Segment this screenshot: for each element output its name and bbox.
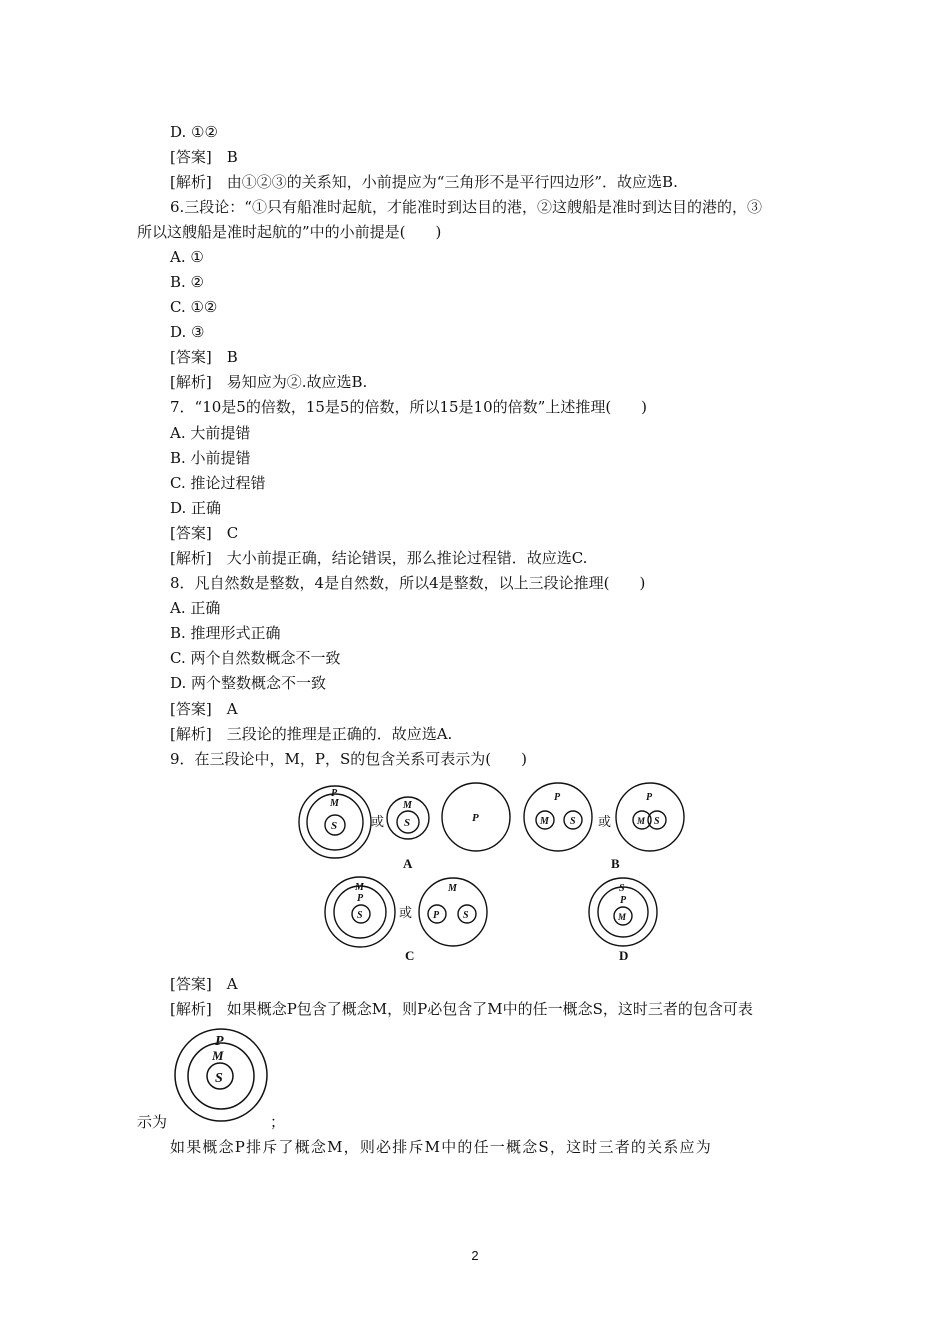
label-m: M (403, 800, 412, 811)
label-m: M (618, 912, 627, 922)
option-line: A. 大前提错 (170, 424, 251, 442)
question-7: 7．“10是5的倍数，15是5的倍数，所以15是10的倍数”上述推理( ) (170, 398, 648, 416)
option-label-d: D (619, 948, 629, 963)
or-label: 或 (598, 814, 612, 829)
option-line: D. 正确 (170, 499, 222, 517)
label-m: M (212, 1048, 224, 1063)
label-s: S (463, 910, 469, 921)
label-s: S (619, 883, 625, 894)
label-s: S (570, 816, 576, 827)
text-line: 所以这艘船是准时起航的”中的小前提是( ) (137, 223, 442, 241)
label-p: P (646, 792, 653, 803)
option-line: B. 小前提错 (170, 449, 251, 467)
label-s: S (331, 820, 338, 832)
or-label: 或 (371, 814, 385, 829)
option-label-a: A (403, 856, 413, 871)
option-line: C. 推论过程错 (170, 474, 266, 492)
answer-line: [答案] A (170, 975, 238, 993)
answer-line: [答案] A (170, 700, 238, 718)
text-line: D. ①② (170, 123, 218, 141)
or-label: 或 (399, 905, 413, 920)
answer-line: [答案] B (170, 348, 238, 366)
option-line: A. 正确 (170, 599, 221, 617)
label-m: M (540, 816, 549, 827)
option-label-c: C (405, 948, 415, 963)
text-line: 示为 (137, 1113, 168, 1131)
text-line: [解析] 由①②③的关系知，小前提应为“三角形不是平行四边形”．故应选B. (170, 173, 678, 191)
label-s: S (215, 1071, 223, 1086)
venn-options-figure (290, 780, 700, 970)
text-line: ； (270, 1113, 286, 1131)
label-m: M (637, 816, 646, 826)
answer-line: [答案] C (170, 524, 239, 542)
option-line: C. ①② (170, 298, 218, 316)
text-line: 如果概念P排斥了概念M，则必排斥M中的任一概念S，这时三者的关系应为 (170, 1138, 712, 1156)
analysis-line: [解析] 易知应为②.故应选B. (170, 373, 368, 391)
analysis-line: [解析] 大小前提正确，结论错误，那么推论过程错．故应选C. (170, 549, 588, 567)
label-p: P (331, 788, 338, 799)
question-8: 8．凡自然数是整数，4是自然数，所以4是整数，以上三段论推理( ) (170, 574, 646, 592)
analysis-line: [解析] 三段论的推理是正确的．故应选A. (170, 725, 453, 743)
label-p: P (215, 1034, 224, 1049)
label-m: M (355, 882, 364, 893)
label-s: S (404, 817, 411, 829)
option-line: A. ① (170, 248, 204, 266)
option-line: D. 两个整数概念不一致 (170, 674, 327, 692)
nested-venn-figure (172, 1026, 278, 1126)
label-m: M (330, 798, 339, 809)
analysis-line: [解析] 如果概念P包含了概念M，则P必包含了M中的任一概念S，这时三者的包含可表 (170, 1000, 753, 1018)
question-6: 6.三段论：“①只有船准时起航，才能准时到达目的港，②这艘船是准时到达目的港的，③ (170, 198, 762, 216)
label-p: P (554, 792, 561, 803)
label-m: M (448, 883, 457, 894)
option-line: B. 推理形式正确 (170, 624, 281, 642)
label-p: P (357, 893, 364, 904)
label-p: P (472, 812, 479, 824)
label-s: S (654, 816, 660, 827)
text-line: [答案] B (170, 148, 238, 166)
label-p: P (433, 910, 440, 921)
question-9: 9．在三段论中，M，P，S的包含关系可表示为( ) (170, 750, 527, 768)
page-number: 2 (471, 1248, 479, 1263)
option-label-b: B (611, 856, 620, 871)
option-line: D. ③ (170, 323, 205, 341)
label-p: P (620, 895, 627, 906)
option-line: C. 两个自然数概念不一致 (170, 649, 341, 667)
label-s: S (357, 910, 363, 921)
option-line: B. ② (170, 273, 205, 291)
